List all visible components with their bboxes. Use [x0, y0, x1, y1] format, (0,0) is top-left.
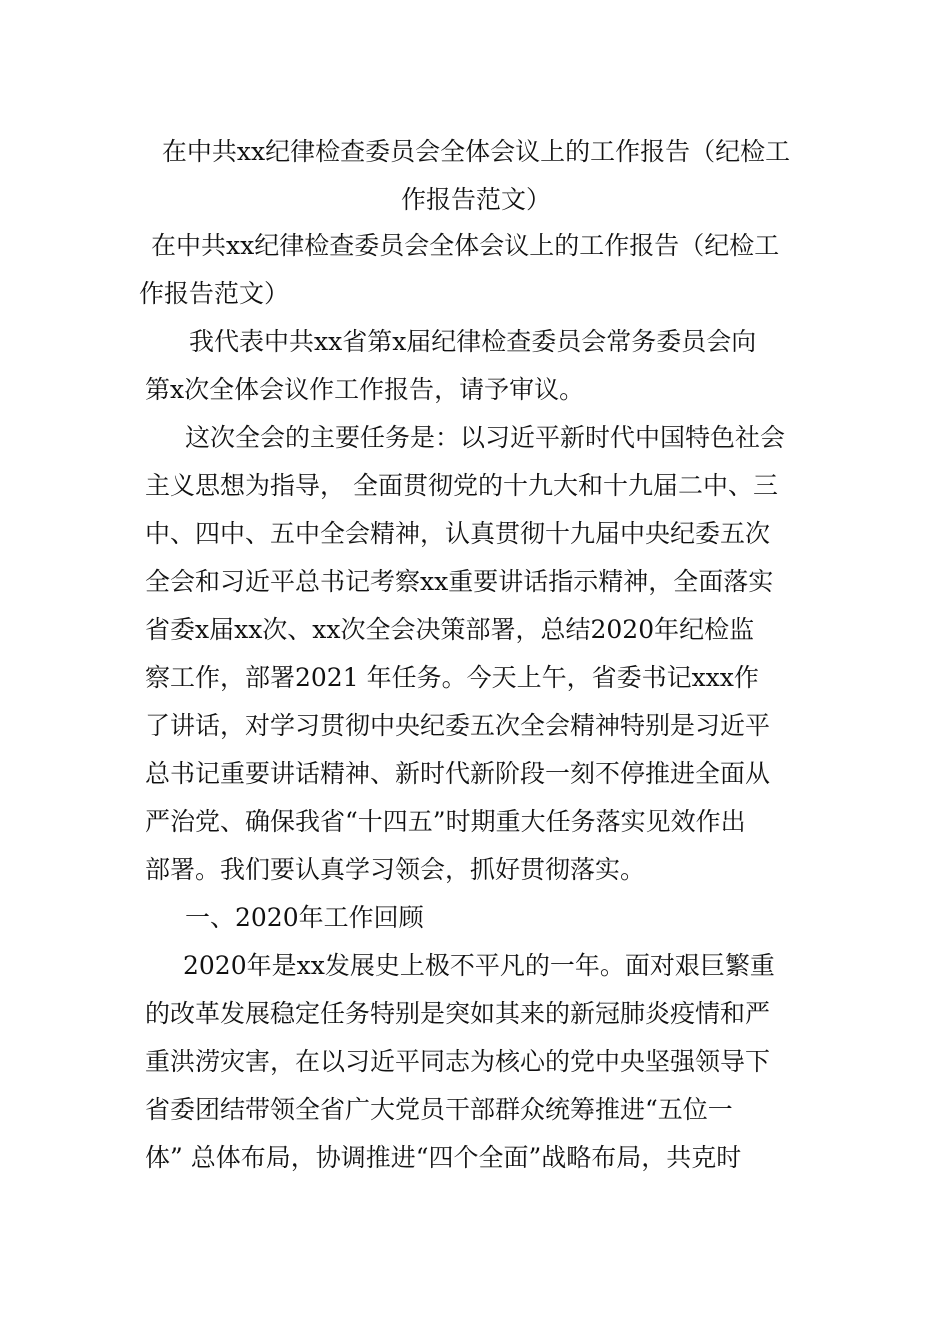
- paragraph-line: 严治党、确保我省“十四五”时期重大任务落实见效作出: [145, 807, 746, 836]
- paragraph-line: 部署。我们要认真学习领会，抓好贯彻落实。: [145, 855, 646, 884]
- paragraph-line: 总书记重要讲话精神、新时代新阶段一刻不停推进全面从: [145, 759, 771, 788]
- title-line-2: 作报告范文）: [400, 185, 551, 214]
- document-body: [139, 222, 807, 1182]
- paragraph-line: 2020年是xx发展史上极不平凡的一年。面对艰巨繁重: [183, 951, 775, 980]
- paragraph-line: 的改革发展稳定任务特别是突如其来的新冠肺炎疫情和严: [145, 999, 771, 1028]
- section-heading: [145, 894, 807, 942]
- paragraph-line: 第x次全体会议作工作报告，请予审议。: [145, 375, 585, 404]
- paragraph-line: 主义思想为指导， 全面贯彻党的十九大和十九届二中、三: [145, 471, 778, 500]
- subtitle-line: 作报告范文）: [139, 279, 290, 308]
- paragraph-line: 这次全会的主要任务是：以习近平新时代中国特色社会: [185, 423, 786, 452]
- subtitle-paragraph: [139, 222, 807, 318]
- intro-paragraph: [145, 318, 807, 414]
- paragraph-line: 察工作，部署2021 年任务。今天上午，省委书记xxx作: [145, 663, 759, 692]
- subtitle-line: 在中共xx纪律检查委员会全体会议上的工作报告（纪检工: [151, 231, 780, 260]
- title-line-1: 在中共xx纪律检查委员会全体会议上的工作报告（纪检工: [161, 137, 791, 166]
- paragraph-line: 全会和习近平总书记考察xx重要讲话指示精神，全面落实: [145, 567, 774, 596]
- paragraph-line: 重洪涝灾害，在以习近平同志为核心的党中央坚强领导下: [145, 1047, 771, 1076]
- section-heading-text: 一、2020年工作回顾: [185, 903, 424, 932]
- paragraph-line: 省委x届xx次、xx次全会决策部署，总结2020年纪检监: [145, 615, 755, 644]
- paragraph-line: 省委团结带领全省广大党员干部群众统筹推进“五位一: [145, 1095, 733, 1124]
- review-paragraph: [145, 942, 807, 1182]
- paragraph-line: 体” 总体布局，协调推进“四个全面”战略布局，共克时: [145, 1143, 742, 1172]
- task-paragraph: [145, 414, 807, 894]
- paragraph-line: 中、四中、五中全会精神，认真贯彻十九届中央纪委五次: [145, 519, 771, 548]
- paragraph-line: 我代表中共xx省第x届纪律检查委员会常务委员会向: [189, 327, 757, 356]
- paragraph-line: 了讲话，对学习贯彻中央纪委五次全会精神特别是习近平: [145, 711, 771, 740]
- document-title: [140, 128, 812, 224]
